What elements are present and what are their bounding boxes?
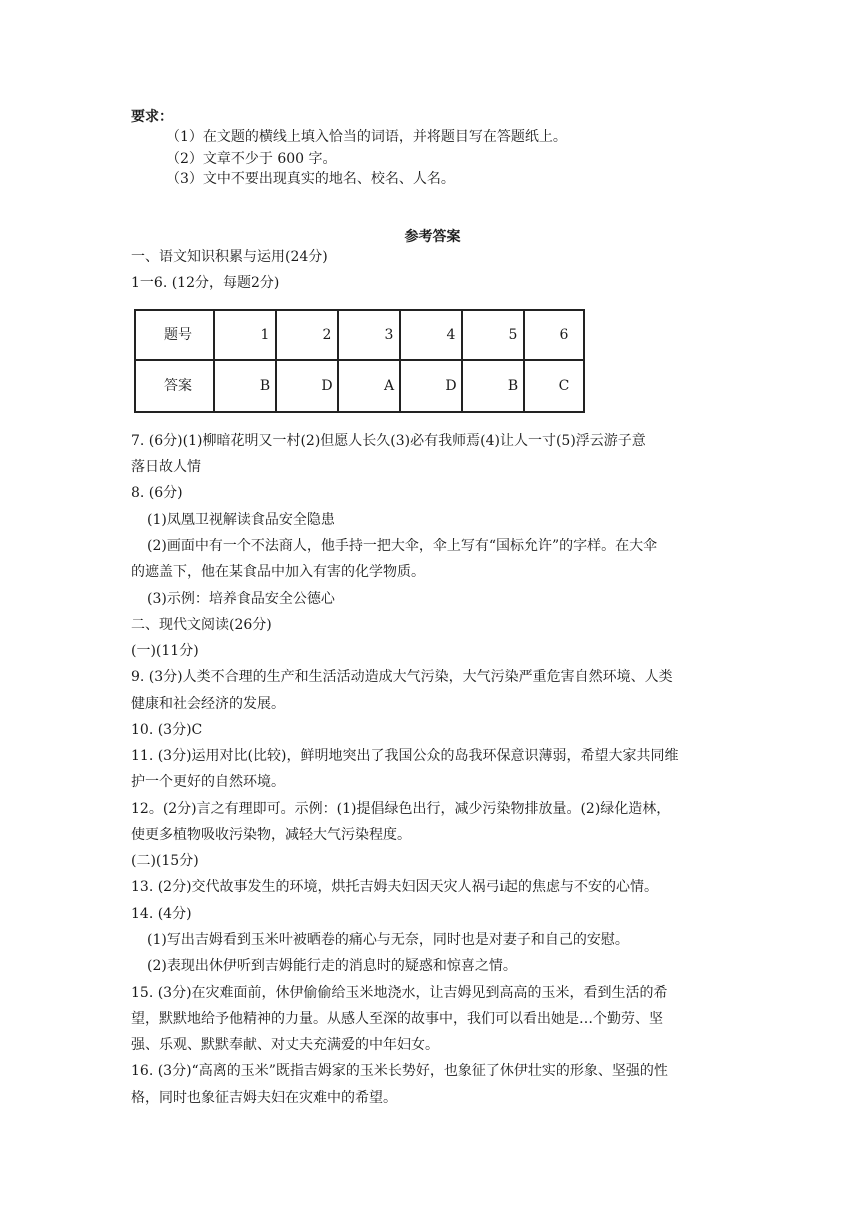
answer-line: (1)写出吉姆看到玉米叶被晒卷的痛心与无奈，同时也是对妻子和自己的安慰。 (147, 932, 629, 948)
table-question-number: 2 (322, 327, 332, 343)
table-question-number: 6 (559, 327, 569, 343)
table-answer-cell: D (321, 378, 333, 394)
section-heading: 一、语文知识积累与运用(24分) (131, 249, 328, 265)
answer-line: 9. (3分)人类不合理的生产和生活活动造成大气污染，大气污染严重危害自然环境、人类 (131, 669, 673, 685)
table-answer-cell: B (507, 378, 519, 394)
requirement-item: （2）文章不少于 600 字。 (166, 151, 337, 167)
answer-line: 7. (6分)(1)柳暗花明又一村(2)但愿人长久(3)必有我师焉(4)让人一寸(5)浮云游子意 (131, 433, 646, 449)
table-answer-cell: C (558, 378, 570, 394)
answer-line: 落日故人情 (131, 459, 201, 475)
subsection-heading: (一)(11分) (131, 643, 199, 659)
answer-line: 11. (3分)运用对比(比较)，鲜明地突出了我国公众的岛我环保意识薄弱，希望大家共同维 (131, 748, 679, 764)
answer-line: 12。(2分)言之有理即可。示例：(1)提倡绿色出行，减少污染物排放量。(2)绿化造林， (131, 801, 671, 817)
answer-table (134, 309, 584, 414)
answer-line: 格，同时也象征吉姆夫妇在灾难中的希望。 (131, 1090, 397, 1106)
table-answer-label: 答案 (164, 378, 192, 394)
table-question-number: 4 (446, 327, 456, 343)
answer-line: 望，默默地给予他精神的力量。从感人至深的故事中，我们可以看出她是…个勤劳、坚 (131, 1011, 663, 1027)
answer-line: 14. (4分) (131, 906, 192, 922)
answer-line: (3)示例：培养食品安全公德心 (147, 591, 335, 607)
answer-line: (2)表现出休伊听到吉姆能行走的消息时的疑惑和惊喜之情。 (147, 958, 517, 974)
answer-line: (2)画面中有一个不法商人，他手持一把大伞，伞上写有“国标允许”的字样。在大伞 (147, 538, 658, 554)
requirement-item: （3）文中不要出现真实的地名、校名、人名。 (166, 171, 455, 187)
table-question-number: 3 (384, 327, 394, 343)
question-heading: 1一6. (12分，每题2分) (131, 275, 280, 291)
table-answer-cell: A (383, 378, 395, 394)
section-heading: 二、现代文阅读(26分) (131, 617, 272, 633)
answer-line: 使更多植物吸收污染物，减轻大气污染程度。 (131, 827, 411, 843)
table-question-number: 5 (508, 327, 518, 343)
answer-line: (1)凤凰卫视解读食品安全隐患 (147, 512, 335, 528)
answer-line: 的遮盖下，他在某食品中加入有害的化学物质。 (131, 564, 425, 580)
answer-line: 健康和社会经济的发展。 (131, 696, 285, 712)
answer-line: 15. (3分)在灾难面前，休伊偷偷给玉米地浇水，让吉姆见到高高的玉米，看到生活的希 (131, 985, 668, 1001)
answer-line: 16. (3分)“高离的玉米”既指吉姆家的玉米长势好，也象征了休伊壮实的形象、坚强的性 (131, 1063, 668, 1079)
requirements-title: 要求： (131, 109, 173, 125)
subsection-heading: (二)(15分) (131, 853, 199, 869)
table-answer-cell: B (259, 378, 271, 394)
table-header-label: 题号 (164, 327, 192, 343)
answers-title: 参考答案 (404, 229, 461, 245)
answer-line: 13. (2分)交代故事发生的环境，烘托吉姆夫妇因天灾人祸弓i起的焦虑与不安的心情。 (131, 879, 659, 895)
answer-line: 10. (3分)C (131, 722, 203, 738)
answer-line: 强、乐观、默默奉献、对丈夫充满爱的中年妇女。 (131, 1037, 439, 1053)
answer-line: 8. (6分) (131, 485, 183, 501)
table-question-number: 1 (260, 327, 270, 343)
requirement-item: （1）在文题的横线上填入恰当的词语，并将题目写在答题纸上。 (166, 129, 567, 145)
table-answer-cell: D (445, 378, 457, 394)
answer-line: 护一个更好的自然环境。 (131, 774, 285, 790)
